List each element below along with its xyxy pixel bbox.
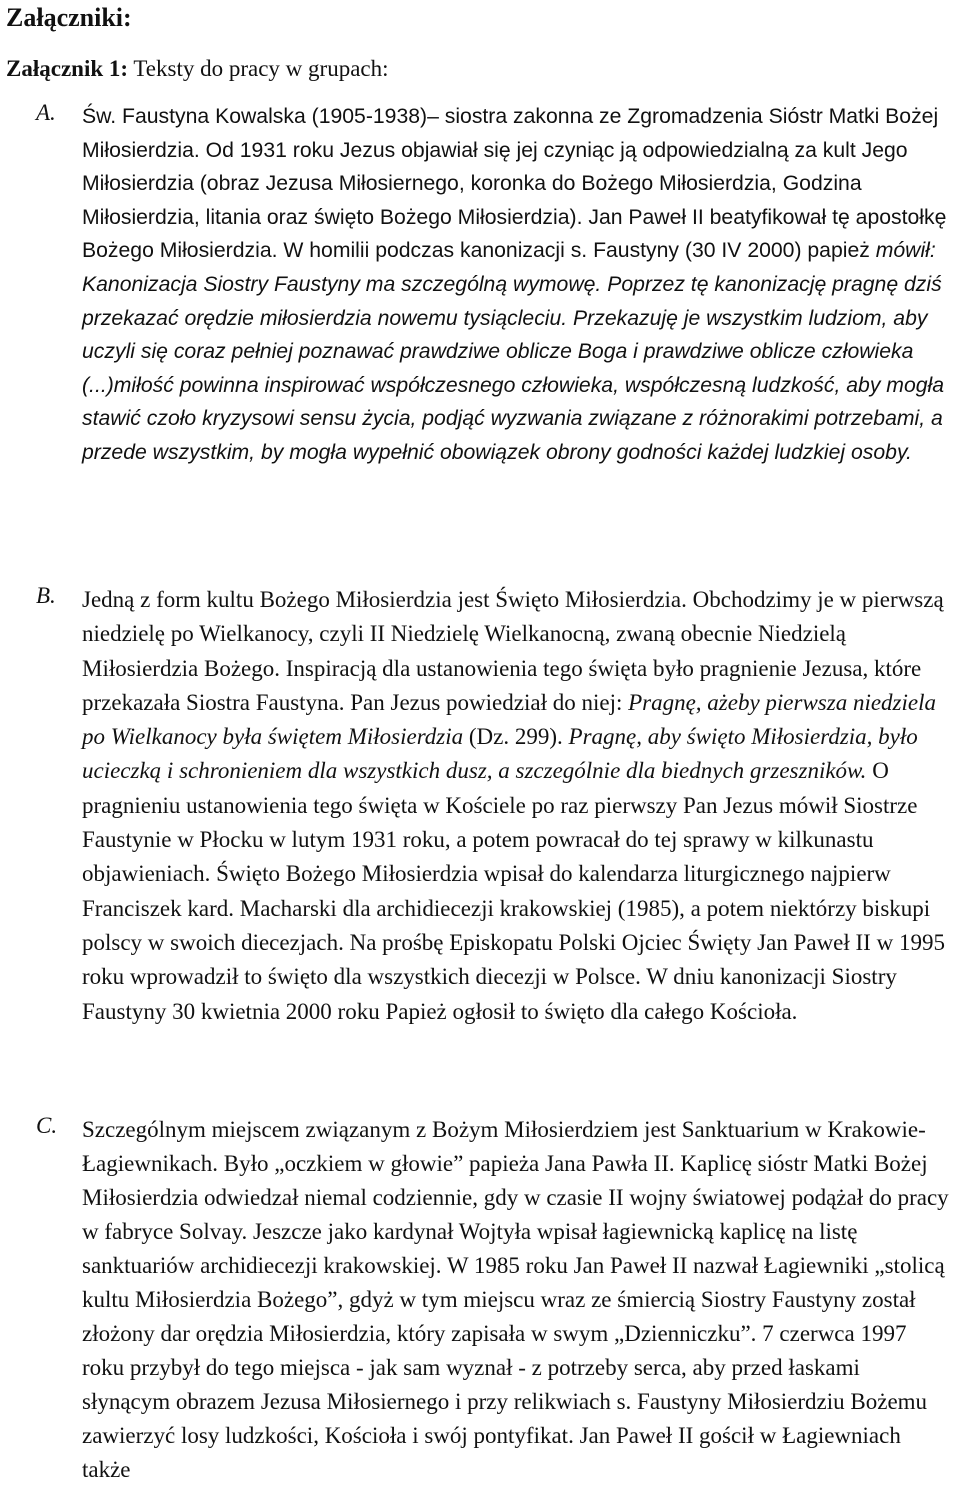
section-text: Św. Faustyna Kowalska (1905-1938)– siostra zakonna ze Zgromadzenia Sióstr Matki Bożej Miłosierdzia. Od 1931 roku Jezus objawiał się jej czyniąc ją odpowiedzialną za kult Jego Miłosierdzia (obraz Jezusa Miłosiernego, koronka do Bożego Miłosierdzia, Godzina Miłosierdzia, litania oraz święto Bożego Miłosierdzia). Jan Paweł II beatyfikował tę apostołkę Bożego Miłosierdzia. W homilii podczas kanonizacji s. Faustyny (30 IV 2000) papież — [82, 105, 947, 263]
section-c — [36, 1113, 952, 1487]
section-b — [36, 583, 952, 1029]
section-marker: B. — [36, 583, 56, 608]
section-text: Szczególnym miejscem związanym z Bożym Miłosierdziem jest Sanktuarium w Krakowie-Łagiewnikach. Było „oczkiem w głowie” papieża Jana Pawła II. Kaplicę sióstr Matki Bożej Miłosierdzia odwiedzał niemal codziennie, gdy w czasie II wojny światowej podążał do pracy w fabryce Solvay. Jeszcze jako kardynał Wojtyła wpisał łagiewnicką kaplicę na listę sanktuariów archidiecezji krakowskiej. W 1985 roku Jan Paweł II nazwał Łagiewniki „stolicą kultu Miłosierdzia Bożego”, gdyż w tym miejscu wraz ze śmiercią Siostry Faustyny został złożony dar orędzia Miłosierdzia, który zapisała w swym „Dzienniczku”. 7 czerwca 1997 roku przybył do tego miejsca - jak sam wyznał - z potrzeby serca, aby przed łaskami słynącym obrazem Jezusa Miłosiernego i przy relikwiach s. Faustyny Miłosierdziu Bożemu zawierzyć losy ludzkości, Kościoła i swój pontyfikat. Jan Paweł II gościł w Łagiewniach także — [82, 1117, 949, 1482]
quote: Pragnę, ażeby pierwsza niedziela po Wielkanocy była świętem Miłosierdzia — [82, 689, 936, 750]
attachment-label: Załącznik 1: — [6, 56, 129, 81]
section-a — [36, 100, 952, 470]
section-body — [82, 1113, 952, 1487]
citation: (Dz. 299). — [463, 724, 569, 750]
section-body — [82, 583, 952, 1029]
section-text: Jedną z form kultu Bożego Miłosierdzia jest Święto Miłosierdzia. Obchodzimy je w pierwszą niedzielę po Wielkanocy, czyli II Niedzielę Wielkanocną, zwaną obecnie Niedzielą Miłosierdzia Bożego. Inspiracją dla ustanowienia tego święta było pragnienie Jezusa, które przekazała Siostra Faustyna. Pan Jezus powiedział do niej: — [82, 587, 944, 715]
homily-quote: mówił: Kanonizacja Siostry Faustyny ma szczególną wymowę. Poprzez tę kanonizację pragnę dziś przekazać orędzie miłosierdzia nowemu tysiącleciu. Przekazuję je wszystkim ludziom, aby uczyli się coraz pełniej poznawać prawdziwe oblicze Boga i prawdziwe oblicze człowieka (...)miłość powinna inspirować współczesnego człowieka, współczesną ludzkość, aby mogła stawić czoło kryzysowi sensu życia, podjąć wyzwania związane z różnorakimi potrzebami, a przede wszystkim, by mogła wypełnić obowiązek obrony godności każdej ludzkiej osoby. — [82, 239, 945, 464]
section-text: O pragnieniu ustanowienia tego święta w Kościele po raz pierwszy Pan Jezus mówił Siostrze Faustynie w Płocku w lutym 1931 roku, a potem powracał do tej sprawy w kilkunastu objawieniach. Święto Bożego Miłosierdzia wpisał do kalendarza liturgicznego najpierw Franciszek kard. Macharski dla archidiecezji krakowskiej (1985), a potem niektórzy biskupi polscy w swoich diecezjach. Na prośbę Episkopatu Polski Ojciec Święty Jan Paweł II w 1995 roku wprowadził to święto dla wszystkich diecezji w Polsce. W dniu kanonizacji Siostry Faustyny 30 kwietnia 2000 roku Papież ogłosił to święto dla całego Kościoła. — [82, 758, 945, 1024]
section-body — [82, 100, 952, 470]
attachment-description: Teksty do pracy w grupach: — [128, 56, 389, 81]
section-marker: A. — [36, 100, 56, 125]
document-heading: Załączniki: — [6, 3, 132, 32]
section-marker: C. — [36, 1113, 58, 1138]
attachment-title — [6, 54, 389, 84]
quote: Pragnę, aby święto Miłosierdzia, było ucieczką i schronieniem dla wszystkich dusz, a szczególnie dla biednych grzeszników. — [82, 724, 918, 784]
